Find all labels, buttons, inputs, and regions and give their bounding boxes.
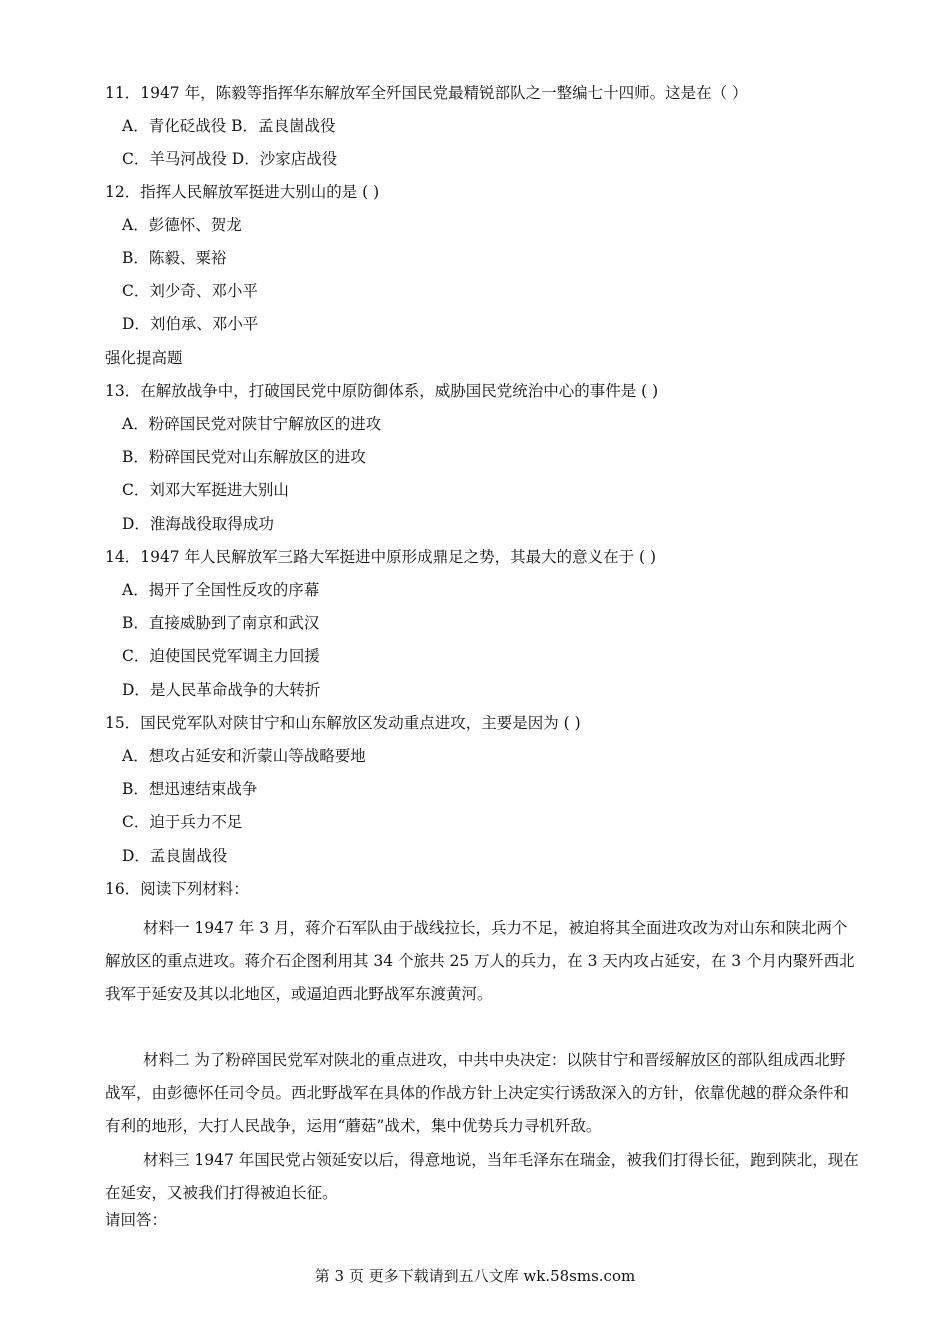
question-12-option-d: D．刘伯承、邓小平	[122, 315, 259, 333]
question-14-option-a: A．揭开了全国性反攻的序幕	[122, 581, 320, 599]
question-13-option-d: D．淮海战役取得成功	[122, 515, 274, 533]
question-11-options-cd: C．羊马河战役 D．沙家店战役	[122, 150, 338, 168]
material-2-paragraph: 材料二 为了粉碎国民党军对陕北的重点进攻，中共中央决定：以陕甘宁和晋绥解放区的部队组成西北野战军，由彭德怀任司令员。西北野战军在具体的作战方针上决定实行诱敌深入的方针，依靠优越的群众条件和有利的地形，大打人民战争，运用“蘑菇”战术，集中优势兵力寻机歼敌。	[105, 1051, 850, 1135]
question-11-stem: 11．1947 年，陈毅等指挥华东解放军全歼国民党最精锐部队之一整编七十四师。这是在（ ）	[105, 84, 748, 102]
material-3-paragraph: 材料三 1947 年国民党占领延安以后，得意地说，当年毛泽东在瑞金，被我们打得长征，跑到陕北，现在在延安，又被我们打得被迫长征。	[105, 1151, 859, 1202]
question-16-stem: 16．阅读下列材料：	[105, 880, 249, 898]
section-title: 强化提高题	[105, 349, 183, 367]
question-12-stem: 12．指挥人民解放军挺进大别山的是 ( )	[105, 183, 380, 201]
question-15-option-a: A．想攻占延安和沂蒙山等战略要地	[122, 747, 366, 765]
question-12-option-c: C．刘少奇、邓小平	[122, 282, 258, 300]
question-13-option-c: C．刘邓大军挺进大别山	[122, 481, 289, 499]
question-14-option-d: D．是人民革命战争的大转折	[122, 681, 321, 699]
question-15-option-b: B．想迅速结束战争	[122, 780, 258, 798]
page-footer: 第 3 页 更多下载请到五八文库 wk.58sms.com	[314, 1267, 636, 1285]
question-14-option-b: B．直接威胁到了南京和武汉	[122, 614, 320, 632]
material-1-paragraph: 材料一 1947 年 3 月，蒋介石军队由于战线拉长，兵力不足，被迫将其全面进攻改为对山东和陕北两个解放区的重点进攻。蒋介石企图利用其 34 个旅共 25 万人的兵力，在 3 天内攻占延安，在 3 个月内聚歼西北我军于延安及其以北地区，或逼迫西北野战军东渡黄河。	[105, 919, 855, 1003]
question-15-option-d: D．孟良崮战役	[122, 847, 228, 865]
question-15-option-c: C．迫于兵力不足	[122, 813, 243, 831]
question-11-options-ab: A．青化砭战役 B．孟良崮战役	[122, 117, 336, 135]
question-13-option-b: B．粉碎国民党对山东解放区的进攻	[122, 448, 366, 466]
question-12-option-a: A．彭德怀、贺龙	[122, 216, 242, 234]
question-14-stem: 14．1947 年人民解放军三路大军挺进中原形成鼎足之势，其最大的意义在于 ( )	[105, 548, 657, 566]
question-14-option-c: C．迫使国民党军调主力回援	[122, 647, 320, 665]
question-13-option-a: A．粉碎国民党对陕甘宁解放区的进攻	[122, 415, 382, 433]
question-13-stem: 13．在解放战争中，打破国民党中原防御体系，威胁国民党统治中心的事件是 ( )	[105, 382, 659, 400]
question-12-option-b: B．陈毅、粟裕	[122, 249, 227, 267]
question-15-stem: 15．国民党军队对陕甘宁和山东解放区发动重点进攻，主要是因为 ( )	[105, 714, 581, 732]
answer-prompt: 请回答：	[105, 1211, 168, 1229]
